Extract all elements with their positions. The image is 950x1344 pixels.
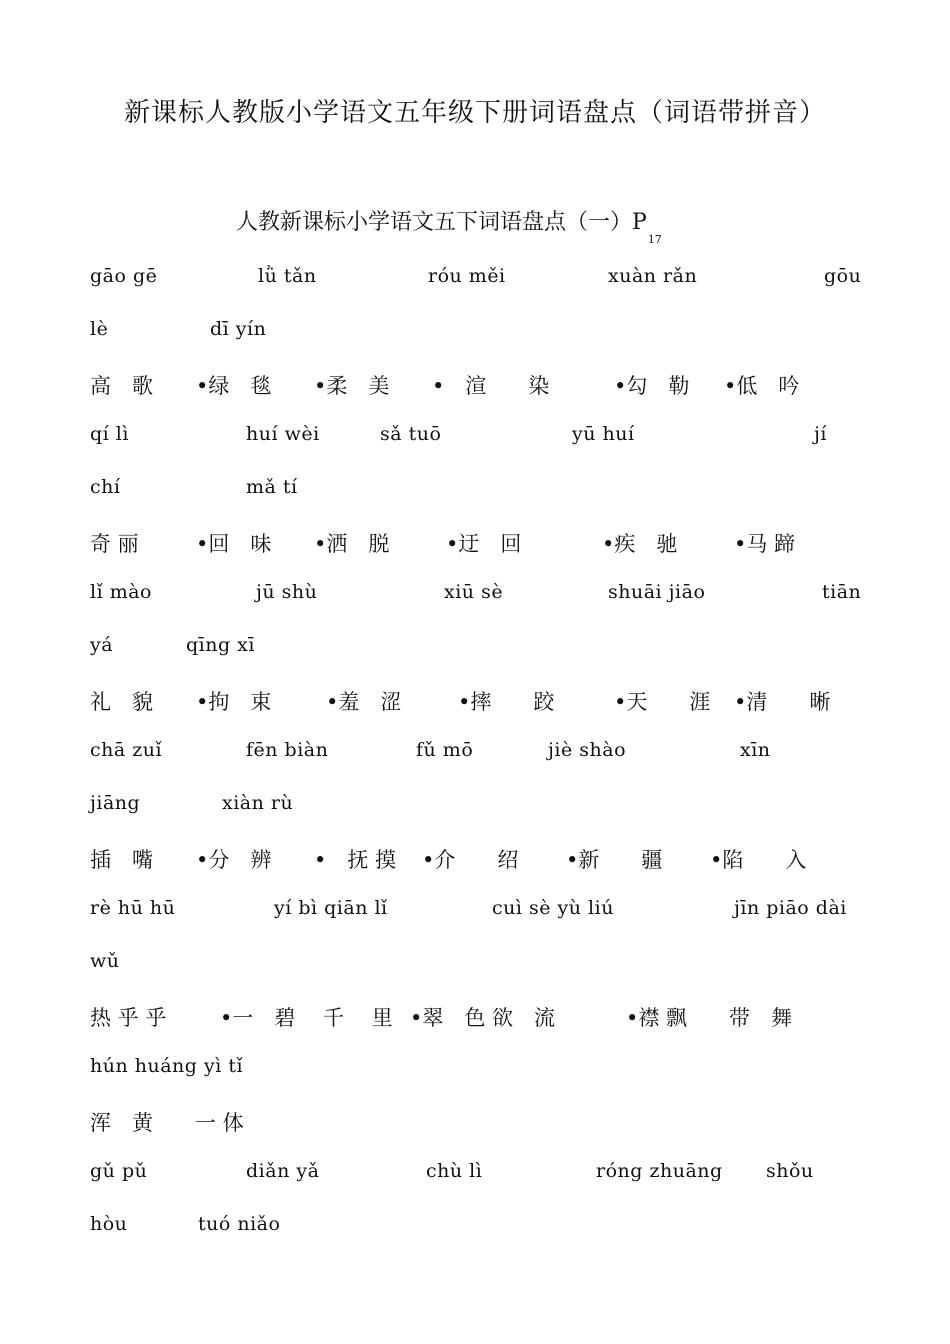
pinyin-word: sǎ tuō [380, 423, 442, 445]
pinyin-word: tiān [822, 581, 862, 603]
pinyin-line [0, 897, 950, 927]
pinyin-word: jīn piāo dài [734, 897, 847, 919]
hanzi-word: •迂 回 [446, 532, 522, 556]
hanzi-word: •柔 美 [314, 374, 390, 398]
hanzi-word: 浑 黄 一 体 [90, 1111, 244, 1135]
hanzi-line [0, 1002, 950, 1032]
pinyin-word: wǔ [90, 950, 120, 972]
pinyin-line [0, 1055, 950, 1085]
hanzi-word: 奇 丽 [90, 532, 139, 556]
hanzi-word: •新 疆 [566, 848, 663, 872]
pinyin-line [0, 318, 950, 348]
document-title: 新课标人教版小学语文五年级下册词语盘点（词语带拼音） [123, 98, 826, 128]
hanzi-line [0, 370, 950, 400]
hanzi-word: •翠 色 欲 流 [410, 1006, 556, 1030]
pinyin-word: róu měi [428, 265, 506, 287]
hanzi-line [0, 844, 950, 874]
pinyin-word: jí [814, 423, 827, 445]
hanzi-word: •低 吟 [724, 374, 800, 398]
pinyin-word: gǔ pǔ [90, 1160, 148, 1182]
pinyin-word: fǔ mō [416, 739, 474, 761]
pinyin-word: huí wèi [246, 423, 320, 445]
pinyin-line [0, 476, 950, 506]
hanzi-word: •拘 束 [196, 690, 272, 714]
hanzi-word: 高 歌 [90, 374, 153, 398]
pinyin-word: chí [90, 476, 121, 498]
hanzi-word: 热 乎 乎 [90, 1006, 167, 1030]
hanzi-word: •分 辨 [196, 848, 272, 872]
pinyin-word: jū shù [256, 581, 318, 603]
pinyin-word: xīn [740, 739, 771, 761]
pinyin-word: yí bì qiān lǐ [274, 897, 388, 919]
pinyin-word: tuó niǎo [198, 1213, 281, 1235]
pinyin-word: fēn biàn [246, 739, 329, 761]
hanzi-word: •清 晰 [734, 690, 831, 714]
pinyin-line [0, 1213, 950, 1243]
hanzi-word: •疾 驰 [602, 532, 678, 556]
pinyin-line [0, 423, 950, 453]
pinyin-line [0, 1160, 950, 1190]
hanzi-word: •摔 跤 [458, 690, 555, 714]
pinyin-word: dī yín [210, 318, 267, 340]
pinyin-line [0, 950, 950, 980]
hanzi-line [0, 686, 950, 716]
hanzi-word: •马 蹄 [734, 532, 796, 556]
pinyin-word: mǎ tí [246, 476, 298, 498]
pinyin-word: gōu [824, 265, 862, 287]
pinyin-word: chù lì [426, 1160, 483, 1182]
pinyin-word: lè [90, 318, 109, 340]
hanzi-word: •一 碧 千 里 [220, 1006, 393, 1030]
pinyin-word: lǜ tǎn [258, 265, 317, 287]
section-title [236, 205, 662, 246]
hanzi-word: 插 嘴 [90, 848, 153, 872]
pinyin-word: hún huáng yì tǐ [90, 1055, 244, 1077]
pinyin-word: shǒu [766, 1160, 814, 1182]
pinyin-word: rè hū hū [90, 897, 176, 919]
pinyin-word: jiāng [90, 792, 141, 814]
hanzi-word: • 抚 摸 [314, 848, 397, 872]
pinyin-word: cuì sè yù liú [492, 897, 614, 919]
pinyin-word: qí lì [90, 423, 129, 445]
pinyin-line [0, 634, 950, 664]
pinyin-word: shuāi jiāo [608, 581, 706, 603]
hanzi-word: •羞 涩 [326, 690, 402, 714]
pinyin-word: xiū sè [444, 581, 504, 603]
pinyin-word: yá [90, 634, 114, 656]
pinyin-word: gāo gē [90, 265, 158, 287]
hanzi-word: • 渲 染 [432, 374, 550, 398]
hanzi-word: •襟 飘 带 舞 [626, 1006, 793, 1030]
pinyin-word: lǐ mào [90, 581, 152, 603]
pinyin-line [0, 792, 950, 822]
hanzi-word: •陷 入 [710, 848, 807, 872]
pinyin-word: qīng xī [186, 634, 255, 656]
hanzi-word: •勾 勒 [614, 374, 690, 398]
pinyin-line [0, 581, 950, 611]
pinyin-word: chā zuǐ [90, 739, 163, 761]
section-title-text: 人教新课标小学语文五下词语盘点（一）P [236, 210, 647, 235]
pinyin-line [0, 265, 950, 295]
pinyin-line [0, 739, 950, 769]
hanzi-word: •介 绍 [422, 848, 519, 872]
pinyin-word: hòu [90, 1213, 128, 1235]
hanzi-word: 礼 貌 [90, 690, 153, 714]
hanzi-word: •回 味 [196, 532, 272, 556]
hanzi-word: •天 涯 [614, 690, 711, 714]
hanzi-word: •绿 毯 [196, 374, 272, 398]
page-reference: 17 [647, 233, 662, 246]
hanzi-line [0, 528, 950, 558]
pinyin-word: xiàn rù [222, 792, 294, 814]
pinyin-word: diǎn yǎ [246, 1160, 320, 1182]
hanzi-word: •洒 脱 [314, 532, 390, 556]
pinyin-word: yū huí [572, 423, 635, 445]
pinyin-word: jiè shào [548, 739, 627, 761]
pinyin-word: xuàn rǎn [608, 265, 698, 287]
hanzi-line [0, 1107, 950, 1137]
pinyin-word: róng zhuāng [596, 1160, 723, 1182]
